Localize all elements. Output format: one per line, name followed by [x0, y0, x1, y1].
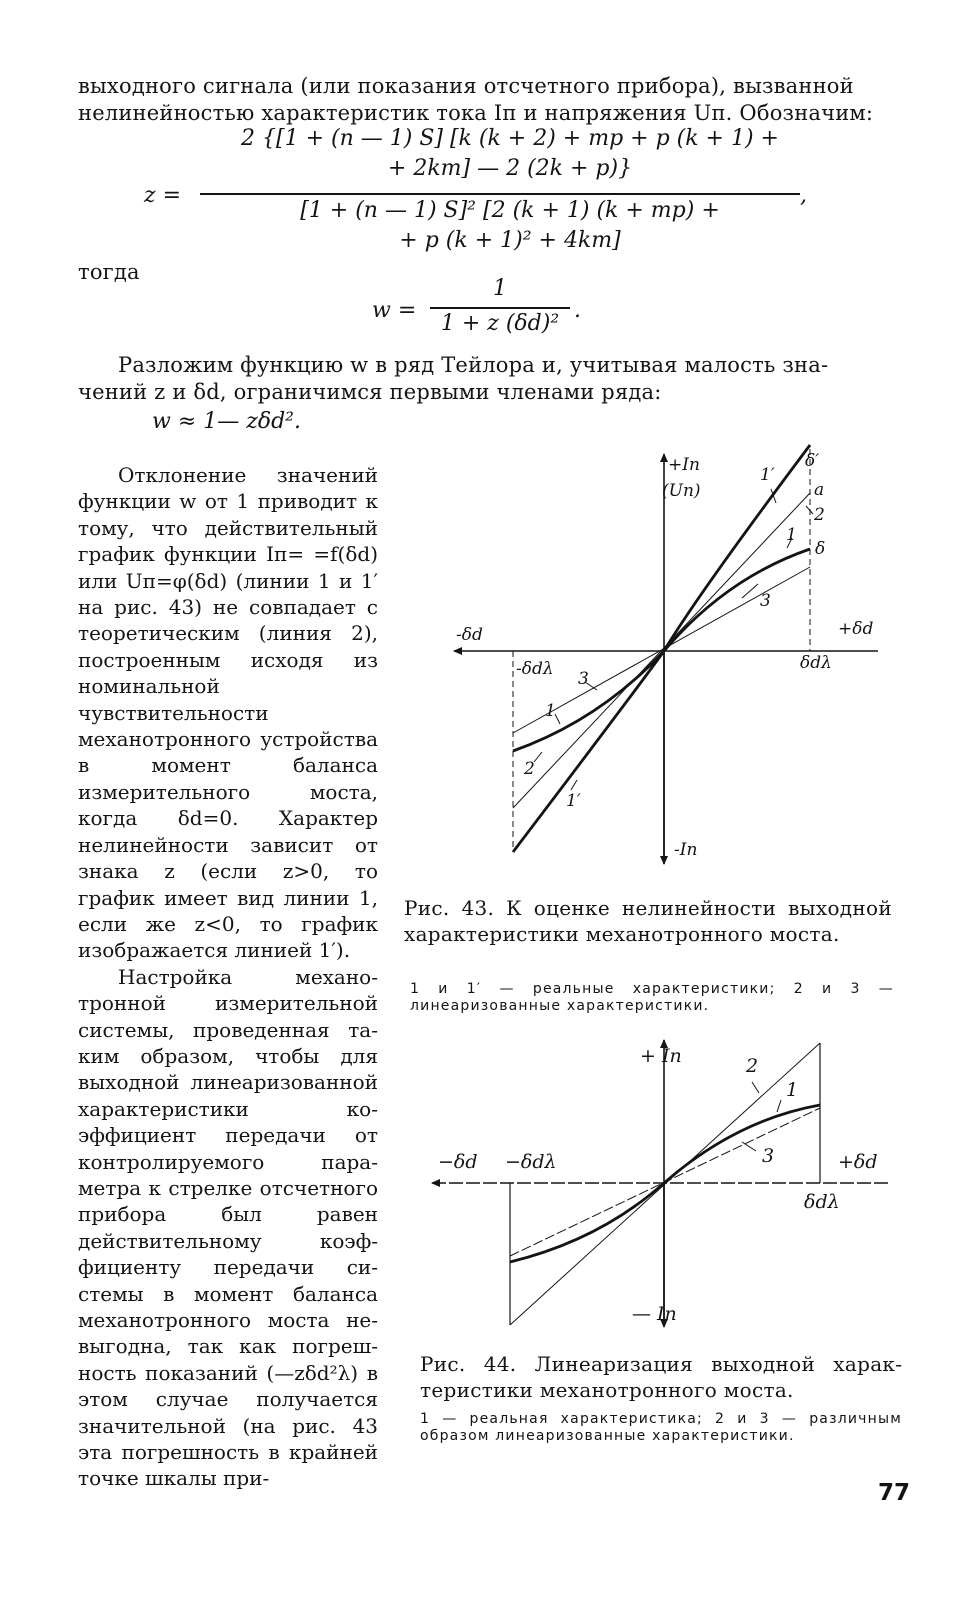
- fig43-label-a: a: [814, 480, 825, 500]
- fig43-label-3-left: 3: [578, 669, 589, 689]
- fig44-label-x-neg: −δd: [438, 1151, 478, 1173]
- fig44-label-1: 1: [786, 1079, 799, 1101]
- fig43-label-x-neg: -δd: [456, 625, 483, 645]
- formula-z-fraction-bar: [200, 193, 800, 195]
- formula-z-lhs: z =: [144, 183, 182, 208]
- fig44-label-y-pos: + Iп: [640, 1045, 682, 1067]
- left-paragraph-2: Настройка механотронной измерительной системы, проведенная таким образом, чтобы для выходной линеаризованной характеристики коэффициент передачи от контролируемого параметра к стрелке отсчетного прибора был равен действительному коэффициенту передачи системы в момент баланса механотронного моста невыгодна, так как погрешность показаний (—zδd²λ) в этом случае получается значительной (на рис. 43 эта погрешность в крайней точке шкалы при-: [78, 964, 378, 1491]
- formula-z-den-1: [1 + (n — 1) S]² [2 (k + 1) (k + mp) +: [300, 198, 720, 223]
- page-number: 77: [878, 1480, 911, 1506]
- fig44-caption: Рис. 44. Линеаризация выходной характеристики механотронного моста.: [420, 1352, 902, 1402]
- fig44-label-2: 2: [746, 1055, 759, 1077]
- fig43-label-x-neg-lambda: -δdλ: [516, 659, 554, 679]
- fig43-label-2-left: 2: [524, 759, 535, 779]
- intro-line-1: выходного сигнала (или показания отсчетного прибора), вызванной: [78, 74, 854, 98]
- fig43-caption: Рис. 43. К оценке нелинейности выходной характеристики механотронного моста.: [404, 896, 892, 946]
- left-column: [78, 462, 378, 1492]
- formula-z-num-2: + 2km] — 2 (2k + p)}: [387, 156, 633, 181]
- left-paragraph-1: Отклонение значений функции w от 1 приводит к тому, что действительный график функции Iп= =f(δd) или Uп=φ(δd) (линии 1 и 1′ на рис. 43) не совпадает с теоретическим (линия 2), построенным исходя из номинальной чувствительности механотронного устройства в момент баланса измерительного моста, когда δd=0. Характер нелинейности зависит от знака z (если z>0, то график имеет вид линии 1, если же z<0, то график изображается линией 1′).: [78, 463, 378, 963]
- then-word: тогда: [78, 260, 140, 284]
- fig43-label-x-pos: +δd: [838, 619, 874, 639]
- taylor-line-1: Разложим функцию w в ряд Тейлора и, учитывая малость зна-: [118, 353, 829, 377]
- fig43-label-1-prime-right: 1′: [760, 465, 775, 485]
- formula-w-den: 1 + z (δd)²: [440, 311, 560, 336]
- formula-w-fraction-bar: [430, 307, 570, 309]
- formula-z-num-1: 2 {[1 + (n — 1) S] [k (k + 2) + mp + p (k + 1) +: [241, 126, 779, 151]
- formula-w-num: 1: [493, 276, 507, 301]
- fig43-label-3-right: 3: [760, 591, 771, 611]
- fig43-label-x-pos-lambda: δdλ: [800, 653, 832, 673]
- fig43-label-y-pos: +Iп: [668, 455, 700, 475]
- fig43-label-delta: δ: [815, 539, 826, 559]
- formula-z-comma: ,: [800, 183, 807, 208]
- formula-z-den-2: + p (k + 1)² + 4km]: [399, 228, 621, 253]
- formula-w-lhs: w =: [372, 298, 417, 323]
- fig43-label-y-pos-alt: (Uп): [662, 481, 701, 501]
- fig44-label-3: 3: [762, 1145, 775, 1167]
- fig43-label-1-prime-left: 1′: [566, 791, 581, 811]
- fig43-label-delta-prime: δ′: [805, 451, 820, 471]
- fig44-label-x-pos-lambda: δdλ: [804, 1191, 840, 1213]
- fig43-label-1-left: 1: [545, 701, 556, 721]
- fig44-line-2: [510, 1043, 820, 1325]
- intro-line-2: нелинейностью характеристик тока Iп и напряжения Uп. Обозначим:: [78, 101, 874, 125]
- fig44-label-y-neg: — Iп: [632, 1303, 677, 1325]
- fig43-label-1-right: 1: [786, 525, 797, 545]
- figure-44: [420, 1030, 900, 1340]
- taylor-approx: w ≈ 1— zδd².: [152, 409, 301, 434]
- formula-w-end: .: [574, 298, 581, 323]
- taylor-line-2: чений z и δd, ограничимся первыми членами ряда:: [78, 380, 662, 404]
- fig44-label-x-neg-lambda: −δdλ: [505, 1151, 557, 1173]
- fig43-label-2-right: 2: [814, 505, 825, 525]
- fig43-label-y-neg: -Iп: [674, 840, 698, 860]
- fig43-curve-1-prime: [513, 445, 810, 852]
- fig44-legend: 1 — реальная характеристика; 2 и 3 — различным образом линеаризованные характеристики.: [420, 1411, 902, 1444]
- fig43-legend: 1 и 1′ — реальные характеристики; 2 и 3 — линеаризованные характеристики.: [410, 981, 894, 1014]
- figure-43: [440, 440, 900, 880]
- fig44-label-x-pos: +δd: [838, 1151, 878, 1173]
